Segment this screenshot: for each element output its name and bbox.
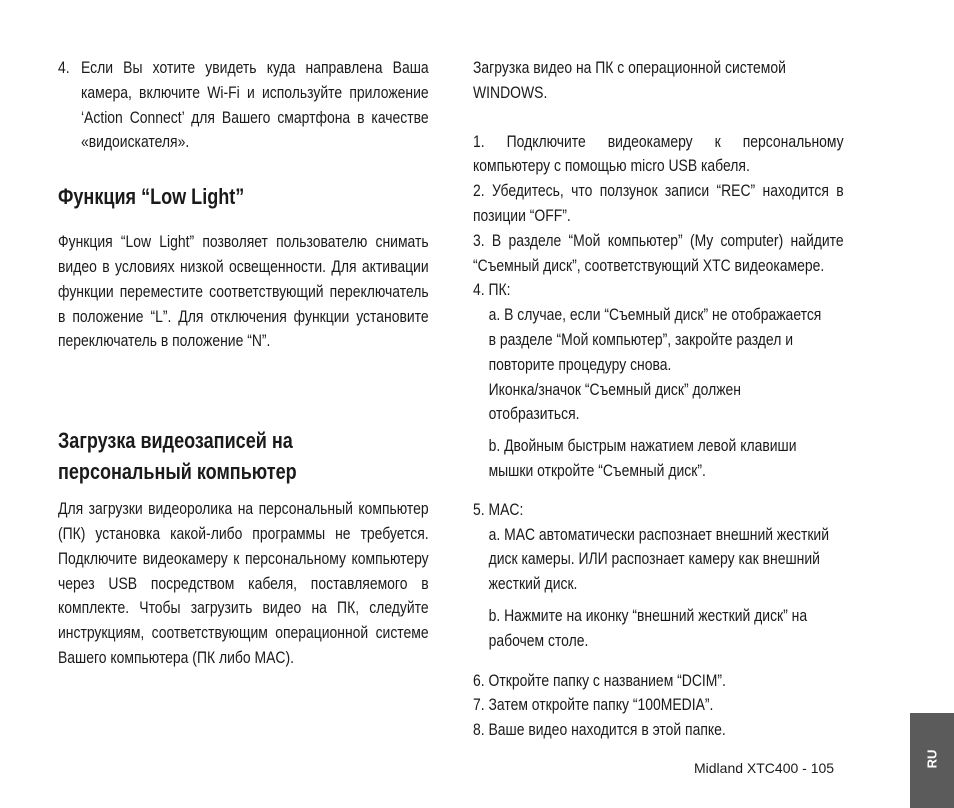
windows-title: Загрузка видео на ПК с операционной системой WINDOWS.	[473, 58, 786, 102]
page-footer: Midland XTC400 - 105	[694, 760, 835, 776]
step-2: 2. Убедитесь, что ползунок записи “REC” находится в позиции “OFF”.	[473, 181, 844, 225]
lowlight-heading: Функция “Low Light”	[58, 184, 245, 210]
list-number: 4.	[58, 58, 70, 77]
step-5a-line: жесткий диск.	[488, 574, 578, 594]
step-5a	[473, 523, 844, 597]
step-4b-line: b. Двойным быстрым нажатием левой клавиши	[488, 436, 797, 456]
step-5-label: 5. MAC:	[473, 499, 524, 519]
step-6: 6. Откройте папку с названием “DCIM”.	[473, 670, 726, 690]
step-1: 1. Подключите видеокамеру к персональному компьютеру с помощью micro USB кабеля.	[473, 131, 844, 176]
step-4a-line: повторите процедуру снова.	[488, 354, 672, 374]
left-column	[58, 56, 429, 671]
list-item-4	[58, 56, 429, 155]
list-text: Если Вы хотите увидеть куда направлена Ваша камера, включите Wi-Fi и используйте приложение ‘Action Connect’ для Вашего смартфона в качестве «видоискателя».	[80, 58, 429, 152]
step-5a-line: диск камеры. ИЛИ распознает камеру как внешний	[488, 549, 820, 569]
lowlight-paragraph: Функция “Low Light” позволяет пользователю снимать видео в условиях низкой освещенности. Для активации функции переместите соответствующий переключатель в положение “L”. Для отключения функции установите переключатель в положение “N”.	[58, 232, 429, 351]
upload-heading	[58, 425, 429, 487]
step-4a	[473, 303, 844, 427]
step-4a-line: a. В случае, если “Съемный диск” не отображается	[488, 305, 822, 325]
step-4a-line: Иконка/значок “Съемный диск” должен	[488, 379, 741, 399]
step-3: 3. В разделе “Мой компьютер” (My computer) найдите “Съемный диск”, соответствующий XTC видеокамере.	[473, 230, 844, 275]
step-5b-line: b. Нажмите на иконку “внешний жесткий диск” на	[488, 605, 808, 625]
right-column	[473, 56, 844, 743]
step-5b-line: рабочем столе.	[488, 630, 589, 650]
upload-heading-line-1: Загрузка видеозаписей на	[58, 428, 293, 454]
language-tab	[910, 713, 954, 808]
upload-heading-line-2: персональный компьютер	[58, 459, 297, 485]
language-code: RU	[924, 749, 940, 769]
step-4a-line: отобразиться.	[488, 404, 580, 424]
step-5b	[473, 604, 844, 654]
upload-paragraph: Для загрузки видеоролика на персональный компьютер (ПК) установка какой-либо программы не требуется. Подключите видеокамеру к персональному компьютеру через USB посредством кабеля, поставляемого в комплекте. Чтобы загрузить видео на ПК, следуйте инструкциям, соответствующим операционной системе Вашего компьютера (ПК либо MAC).	[58, 499, 429, 667]
step-4b-line: мышки откройте “Съемный диск”.	[488, 460, 706, 480]
step-4-label: 4. ПК:	[473, 280, 511, 300]
step-5a-line: a. MAC автоматически распознает внешний жесткий	[488, 524, 830, 544]
step-4b	[473, 434, 844, 484]
step-7: 7. Затем откройте папку “100MEDIA”.	[473, 695, 714, 715]
step-4a-line: в разделе “Мой компьютер”, закройте раздел и	[488, 329, 794, 349]
step-8: 8. Ваше видео находится в этой папке.	[473, 720, 726, 740]
